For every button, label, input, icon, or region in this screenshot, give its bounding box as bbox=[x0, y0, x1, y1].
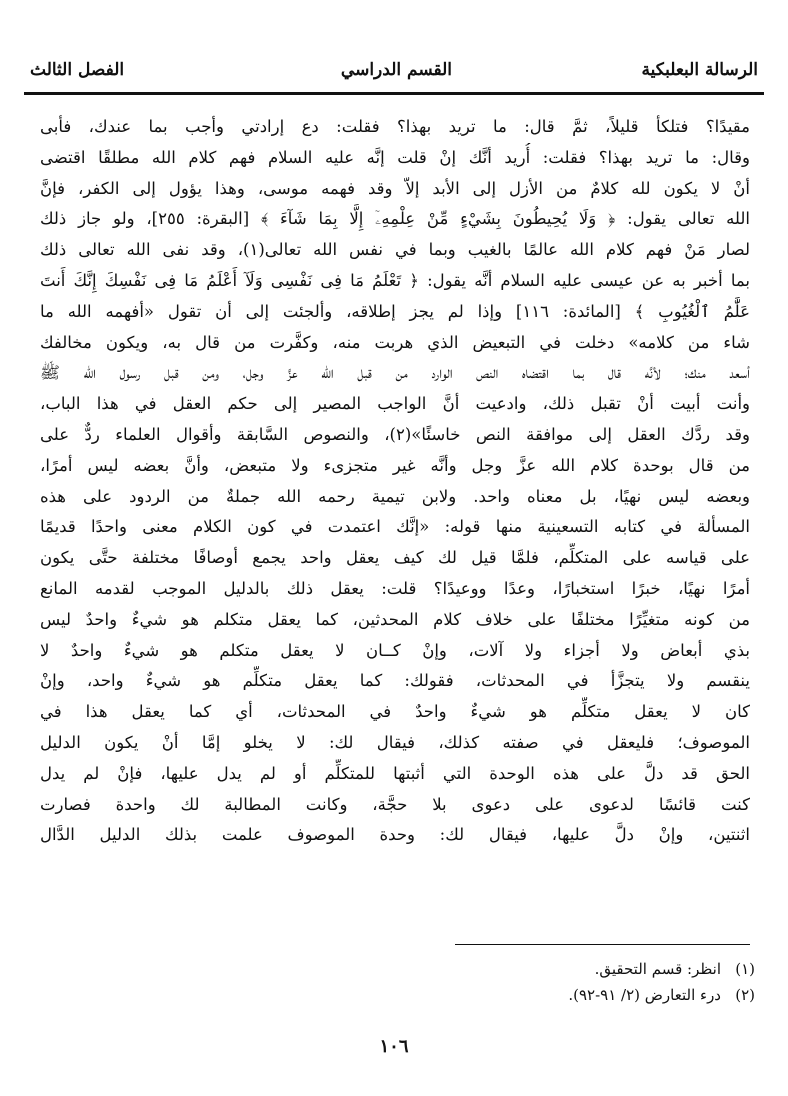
body-line: عَلَّٰمُ ٱلْغُيُوبِ ﴾ [المائدة: ١١٦] وإذا لم يجز إطلاقه، وألجئت إلى أن تقول «أفهمه الله ما bbox=[40, 301, 750, 321]
body-line: لصار مَنْ فهم كلام الله عالمًا بالغيب وبما في نفس الله تعالى(١)، وقد نفى الله تعالى ذلك bbox=[40, 240, 750, 260]
footnotes bbox=[40, 956, 755, 1008]
body-line: اثنتين، وإنْ دلَّ عليها، فيقال لك: وحدة الموصوف علمت بذلك الدليل الدَّال bbox=[40, 825, 750, 845]
header-rule bbox=[24, 92, 764, 95]
body-line: الله تعالى يقول: ﴿ وَلَا يُحِيطُونَ بِشَيْءٍ مِّنْ عِلْمِهِۦٓ إِلَّا بِمَا شَآءَ ﴾ [البقرة: ٢٥٥]، ولو جاز ذلك bbox=[40, 209, 750, 229]
body-line: كان لا يعقل متكلِّم هو شيءٌ واحدٌ في المحدثات، أي كما يعقل هذا في bbox=[40, 702, 750, 722]
body-line: شاء من كلامه» دخلت في التبعيض الذي هربت منه، وكفَّرت من قال به، ويكون مخالفك bbox=[40, 332, 750, 352]
body-line: من قال بوحدة كلام الله عزَّ وجل وأنَّه غير متجزىء ولا متبعض، وأنَّ بعضه ليس أمرًا، bbox=[40, 455, 750, 475]
body-line: وأنت أبيت أنْ تقبل ذلك، وادعيت أنَّ الواجب المصير إلى حكم العقل في هذا الباب، bbox=[40, 394, 750, 414]
body-line: بذي أبعاض ولا أجزاء ولا آلات، وإنْ كــان لا يعقل متكلم هو شيءٌ واحدٌ لا bbox=[40, 640, 750, 660]
body-line: من كونه متغيِّرًا مختلفًا على خلاف كلام المحدثين، كما يعقل متكلم هو شيءٌ واحدٌ ليس bbox=[40, 609, 750, 629]
footnote bbox=[40, 982, 755, 1008]
body-line: وقد ردَّك العقل إلى موافقة النص خاسئًا»(٢)، والنصوص السَّابقة وأقوال العلماء ردٌّ على bbox=[40, 424, 750, 444]
body-text bbox=[40, 112, 750, 851]
footnote-text: درء التعارض (٢/ ٩١-٩٢). bbox=[568, 986, 721, 1004]
body-line: وبعضه ليس نهيًا، بل معناه واحد. ولابن تيمية رحمه الله جملةٌ من الردود على هذه bbox=[40, 486, 750, 506]
footnote-text: انظر: قسم التحقيق. bbox=[594, 960, 721, 978]
footnote bbox=[40, 956, 755, 982]
header-section: القسم الدراسي bbox=[340, 60, 452, 80]
body-line: كنت قائسًا لدعوى على دعوى بلا حجَّة، وكانت المطالبة لك واحدة فصارت bbox=[40, 794, 750, 814]
body-line: المسألة في كتابه التسعينية منها قوله: «إنَّك اعتمدت في كون الكلام معنى واحدًا قديمًا bbox=[40, 517, 750, 537]
running-header bbox=[24, 58, 764, 88]
body-line: أسعد منك؛ لأنَّه قال بما اقتضاه النص الوارد من قبل الله عزَّ وجل، ومن قبل رسول الله ﷺ bbox=[40, 363, 750, 383]
body-line: وقال: ما تريد بهذا؟ فقلت: أُريد أنَّك إنْ قلت إنَّه عليه السلام فهم كلام الله مطلقًا اقتضى bbox=[40, 147, 750, 167]
footnote-separator bbox=[455, 944, 750, 945]
body-line: الموصوف؛ فليعقل في صفته كذلك، فيقال لك: لا يخلو إمَّا أنْ يكون الدليل bbox=[40, 732, 750, 752]
header-book-title: الرسالة البعلبكية bbox=[641, 60, 758, 80]
body-line: مقيدًا؟ فتلكأ قليلاً، ثمَّ قال: ما تريد بهذا؟ فقلت: دع إرادتي وأجب بما عندك، فأبى bbox=[40, 117, 750, 136]
body-line: بما أخبر به عن عيسى عليه السلام أنَّه يقول: ﴿ تَعْلَمُ مَا فِى نَفْسِى وَلَآ أَعْلَمُ مَا فِى نَفْسِكَ إِنَّكَ أَنتَ bbox=[40, 270, 750, 290]
body-line: على قياسه على المتكلِّم، فلمَّا قيل لك كيف يعقل واحد يجمع أوصافًا مختلفة حتَّى يكون bbox=[40, 548, 750, 568]
body-line: أنْ لا يكون لله كلامٌ من الأزل إلى الأبد إلاّ وقد فهمه موسى، وهذا يؤول إلى الكفر، فإنَّ bbox=[40, 178, 750, 198]
body-line: أمرًا نهيًا، خبرًا استخبارًا، وعدًا ووعيدًا؟ قلت: يعقل ذلك بالدليل الموجب لقدمه المانع bbox=[40, 578, 750, 598]
footnote-number: (١) bbox=[735, 960, 755, 978]
header-chapter: الفصل الثالث bbox=[30, 60, 125, 80]
page-number: ١٠٦ bbox=[379, 1036, 409, 1057]
body-line: ينقسم ولا يتجزَّأ في المحدثات، فقولك: كما يعقل متكلِّم هو شيءٌ واحد، وإنْ bbox=[40, 671, 750, 691]
body-line: الحق قد دلَّ على هذه الوحدة التي أثبتها للمتكلِّم أو لم يدل عليها، فإنْ لم يدل bbox=[40, 763, 750, 783]
footnote-number: (٢) bbox=[735, 986, 755, 1004]
